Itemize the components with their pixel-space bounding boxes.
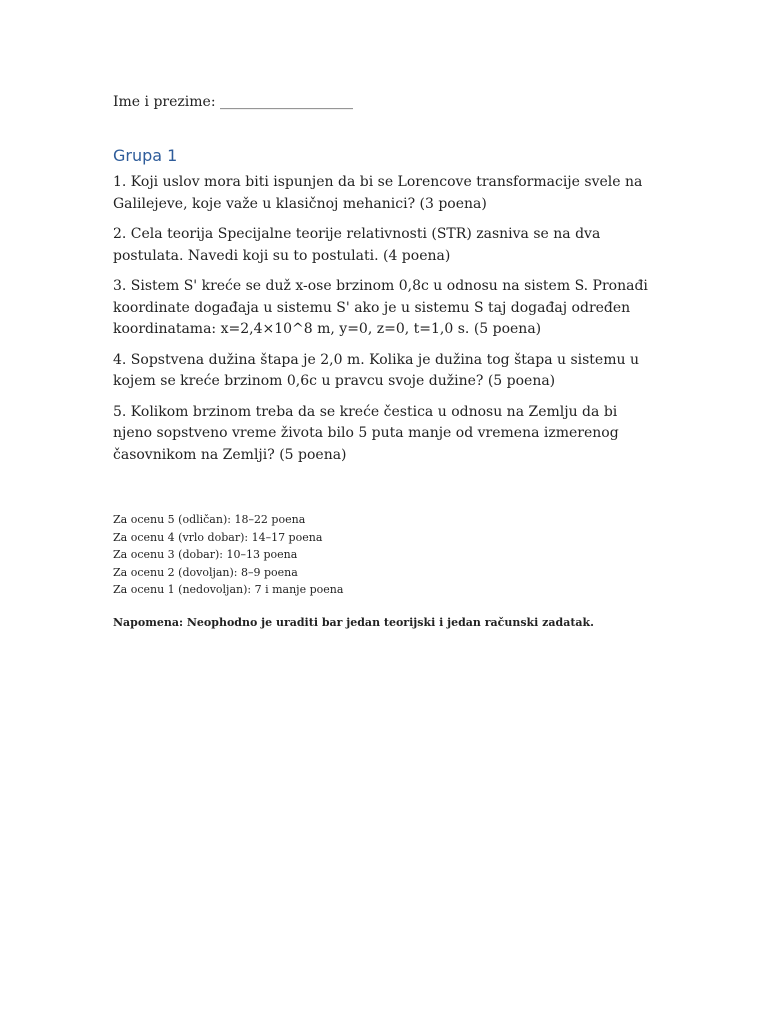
exam-note: Napomena: Neophodno je uraditi bar jedan teorijski i jedan računski zadatak. (113, 615, 595, 629)
question-2: 2. Cela teorija Specijalne teorije relativnosti (STR) zasniva se na dva postulata. Navedi koji su to postulati. (4 poena) (113, 226, 601, 264)
group-title: Grupa 1 (113, 146, 178, 165)
grade-1-line: Za ocenu 1 (nedovoljan): 7 i manje poena (113, 583, 344, 596)
grade-2-line: Za ocenu 2 (dovoljan): 8–9 poena (113, 565, 298, 579)
grading-scale (113, 511, 653, 599)
name-blank: ___________________ (220, 94, 353, 110)
grade-3-line: Za ocenu 3 (dobar): 10–13 poena (113, 548, 298, 561)
grade-5-line: Za ocenu 5 (odličan): 18–22 poena (113, 513, 306, 526)
question-5: 5. Kolikom brzinom treba da se kreće čestica u odnosu na Zemlju da bi njeno sopstveno vreme života bilo 5 puta manje od vremena izmerenog časovnikom na Zemlji? (5 poena) (113, 403, 619, 463)
name-label: Ime i prezime: (113, 94, 216, 110)
question-1: 1. Koji uslov mora biti ispunjen da bi se Lorencove transformacije svele na Galilejeve, koje važe u klasičnoj mehanici? (3 poena) (113, 174, 643, 212)
question-list (113, 172, 653, 466)
question-3: 3. Sistem S' kreće se duž x-ose brzinom 0,8c u odnosu na sistem S. Pronađi koordinate događaja u sistemu S' ako je u sistemu S taj događaj određen koordinatama: x=2,4×10^8 m, y=0, z=0, t=1,0 s. (5 poena) (113, 278, 648, 337)
student-name-line (113, 92, 653, 112)
exam-page (113, 92, 653, 642)
grade-4-line: Za ocenu 4 (vrlo dobar): 14–17 poena (113, 530, 323, 544)
question-4: 4. Sopstvena dužina štapa je 2,0 m. Kolika je dužina tog štapa u sistemu u kojem se kreće brzinom 0,6c u pravcu svoje dužine? (5 poena) (113, 351, 639, 389)
